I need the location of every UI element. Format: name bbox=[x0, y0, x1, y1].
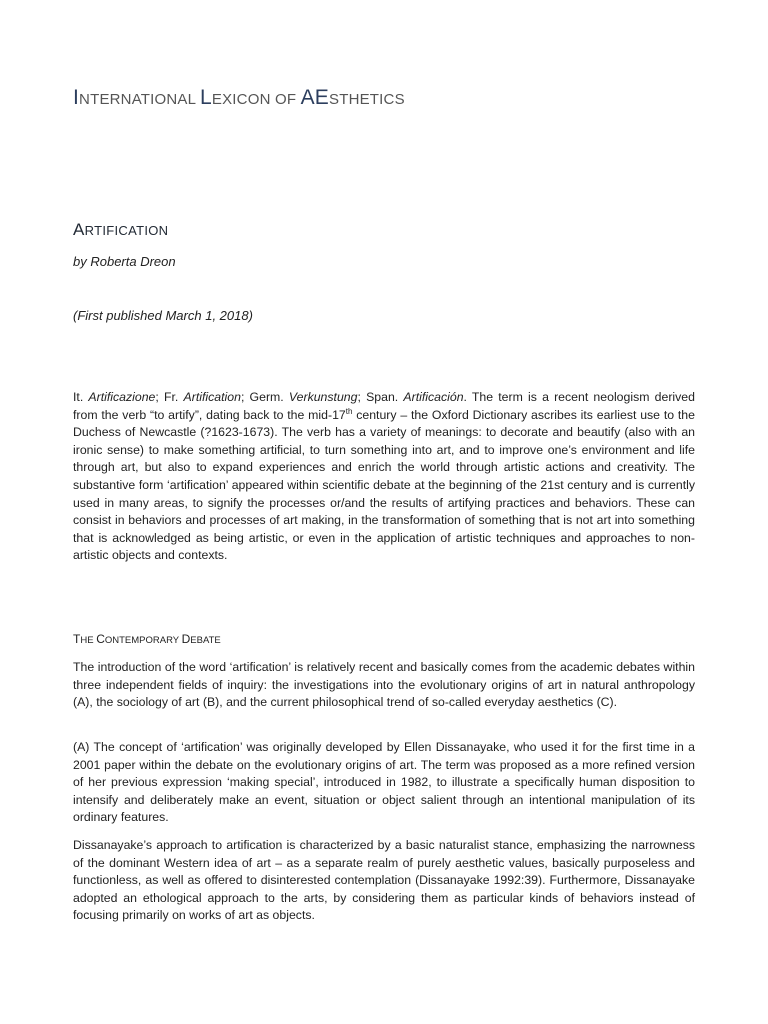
publication-title bbox=[73, 86, 405, 110]
heading-initial: C bbox=[96, 632, 105, 646]
intro-text: century – the Oxford Dictionary ascribes its earliest use to the Duchess of Newcastle (?1623-1673). The verb has a variety of meanings: to decorate and beautify (also with an ironic sense) to make something artificial, to turn something into art, and to improve one’s environment and life through art, but also to expand experiences and enrich the world through artistic actions and creativity. The substantive form ‘artification’ appeared within scientific debate at the beginning of the 21st century and is currently used in many areas, to signify the processes or/and the results of artifying practices and behaviors. These can consist in behaviors and processes of art making, in the transformation of something that is not art into something that is acknowledged as being artistic, or even in the application of artistic techniques and approaches to non-artistic objects and contexts. bbox=[73, 407, 695, 563]
heading-smallcaps: ONTEMPORARY bbox=[104, 635, 182, 646]
title-smallcaps: NTERNATIONAL bbox=[79, 91, 200, 108]
title-initial: AE bbox=[300, 86, 329, 109]
section-heading bbox=[73, 632, 221, 646]
publication-date: (First published March 1, 2018) bbox=[73, 308, 253, 323]
title-initial: I bbox=[73, 86, 80, 109]
body-paragraph: (A) The concept of ‘artification’ was originally developed by Ellen Dissanayake, who used it for the first time in a 2001 paper within the debate on the evolutionary origins of art. The term was proposed as a more refined version of her previous expression ‘making special’, introduced in 1982, to illustrate a specifically human disposition to intensify and deliberately make an event, situation or object salient through an intentional manipulation of its ordinary features. bbox=[73, 740, 695, 825]
lang-term: Artificación bbox=[403, 390, 464, 404]
lang-label: Fr. bbox=[164, 390, 179, 404]
title-smallcaps: EXICON OF bbox=[211, 91, 301, 108]
title-smallcaps: STHETICS bbox=[329, 91, 405, 108]
author-byline: by Roberta Dreon bbox=[73, 254, 176, 269]
lang-label: Span. bbox=[366, 390, 399, 404]
entry-title bbox=[73, 220, 168, 240]
heading-initial: D bbox=[181, 632, 191, 646]
intro-text: . The term is a recent neologism derived from the verb “to artify”, dating back to the mid-17 bbox=[73, 390, 695, 422]
lang-term: Artificazione bbox=[88, 390, 156, 404]
lang-term: Artification bbox=[183, 390, 241, 404]
intro-paragraph: It. Artificazione; Fr. Artification; Germ. Verkunstung; Span. Artificación. The term is a recent neologism derived from the verb “to artify”, dating back to the mid-17th century – the Oxford Dictionary ascribes its earliest use to the Duchess of Newcastle (?1623-1673). The verb has a variety of meanings: to decorate and beautify (also with an ironic sense) to make something artificial, to turn something into art, and to improve one’s environment and life through art, but also to expand experiences and enrich the world through artistic actions and creativity. The substantive form ‘artification’ appeared within scientific debate at the beginning of the 21st century and is currently used in many areas, to signify the processes or/and the results of artifying practices and behaviors. These can consist in behaviors and processes of art making, in the transformation of something that is not art into something that is acknowledged as being artistic, or even in the application of artistic techniques and approaches to non-artistic objects and contexts. bbox=[73, 390, 695, 563]
lang-label: Germ. bbox=[249, 390, 284, 404]
title-initial: L bbox=[200, 86, 212, 109]
entry-title-initial: A bbox=[73, 220, 85, 239]
heading-initial: T bbox=[73, 632, 81, 646]
superscript: th bbox=[345, 406, 353, 416]
heading-smallcaps: EBATE bbox=[190, 635, 221, 646]
body-paragraph: Dissanayake’s approach to artification is characterized by a basic naturalist stance, emphasizing the narrowness of the dominant Western idea of art – as a separate realm of purely aesthetic values, basically purposeless and functionless, as well as offered to disinterested contemplation (Dissanayake 1992:39). Furthermore, Dissanayake adopted an ethological approach to the arts, by considering them as particular kinds of behaviors instead of focusing primarily on works of art as objects. bbox=[73, 838, 695, 923]
heading-smallcaps: HE bbox=[80, 635, 97, 646]
body-paragraph: The introduction of the word ‘artification’ is relatively recent and basically comes from the academic debates within three independent fields of inquiry: the investigations into the evolutionary origins of art in natural anthropology (A), the sociology of art (B), and the current philosophical trend of so-called everyday aesthetics (C). bbox=[73, 660, 695, 710]
lang-term: Verkunstung bbox=[288, 390, 358, 404]
entry-title-smallcaps: RTIFICATION bbox=[84, 223, 169, 238]
lang-label: It. bbox=[73, 390, 84, 404]
